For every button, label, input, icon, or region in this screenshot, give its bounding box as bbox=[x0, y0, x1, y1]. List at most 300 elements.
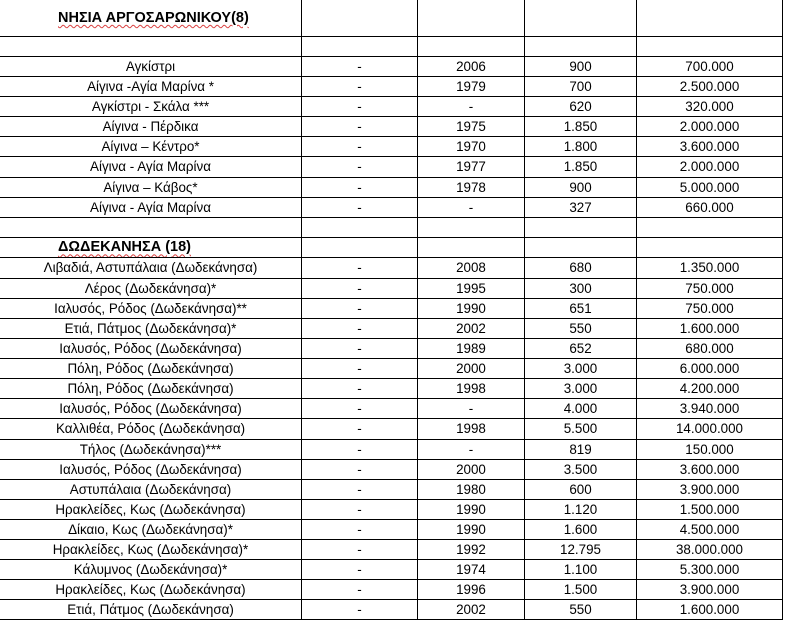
area-cell[interactable] bbox=[525, 258, 637, 279]
year-cell-text: 1980 bbox=[456, 481, 486, 497]
dash-cell[interactable] bbox=[302, 117, 418, 137]
area-cell[interactable] bbox=[525, 560, 637, 580]
table-row bbox=[0, 460, 786, 480]
area-cell-text: 1.850 bbox=[563, 159, 598, 175]
year-cell-text: - bbox=[468, 400, 474, 416]
area-cell-text: 1.500 bbox=[563, 581, 598, 597]
location-cell[interactable] bbox=[0, 137, 302, 157]
year-cell[interactable] bbox=[418, 379, 525, 399]
price-cell-text: 150.000 bbox=[685, 441, 734, 457]
price-cell-text: 6.000.000 bbox=[679, 360, 740, 376]
price-cell-text: 2.500.000 bbox=[679, 78, 740, 94]
table-row bbox=[0, 57, 786, 77]
area-cell-text: 819 bbox=[569, 441, 592, 457]
area-cell[interactable] bbox=[525, 137, 637, 157]
area-cell-text: 4.000 bbox=[563, 400, 598, 416]
location-cell[interactable] bbox=[0, 279, 302, 299]
year-cell[interactable] bbox=[418, 0, 525, 37]
price-cell-text: 3.600.000 bbox=[679, 138, 740, 154]
area-cell-text: 550 bbox=[569, 601, 592, 617]
dash-cell-text: - bbox=[357, 78, 362, 94]
price-cell-text: 2.000.000 bbox=[679, 159, 740, 175]
location-cell[interactable] bbox=[0, 198, 302, 218]
price-cell-text: 3.900.000 bbox=[679, 581, 740, 597]
area-cell[interactable] bbox=[525, 178, 637, 198]
year-cell[interactable] bbox=[418, 299, 525, 319]
location-cell[interactable] bbox=[0, 480, 302, 500]
dash-cell-text: - bbox=[357, 138, 362, 154]
price-cell-text: 4.200.000 bbox=[679, 380, 740, 396]
location-cell-text: Λέρος (Δωδεκάνησα)* bbox=[84, 280, 217, 296]
area-cell[interactable] bbox=[525, 0, 637, 37]
year-cell-text: 1998 bbox=[456, 421, 486, 437]
year-cell[interactable] bbox=[418, 97, 525, 117]
year-cell[interactable] bbox=[418, 500, 525, 520]
area-cell-text: 5.500 bbox=[563, 421, 598, 437]
price-cell[interactable] bbox=[637, 137, 783, 157]
year-cell-text: 2002 bbox=[456, 601, 486, 617]
table-row bbox=[0, 560, 786, 580]
location-cell[interactable] bbox=[0, 37, 302, 57]
dash-cell-text: - bbox=[357, 320, 362, 336]
dash-cell-text: - bbox=[357, 601, 362, 617]
year-cell[interactable] bbox=[418, 600, 525, 620]
dash-cell-text: - bbox=[357, 561, 362, 577]
area-cell-text: 3.000 bbox=[563, 360, 598, 376]
dash-cell-text: - bbox=[357, 199, 362, 215]
year-cell-text: - bbox=[468, 199, 474, 215]
table-row bbox=[0, 399, 786, 419]
price-cell-text: 5.300.000 bbox=[679, 561, 740, 577]
dash-cell[interactable] bbox=[302, 580, 418, 600]
section-header-row bbox=[0, 0, 786, 37]
location-cell[interactable] bbox=[0, 359, 302, 379]
location-cell-text: Ετιά, Πάτμος (Δωδεκάνησα) bbox=[67, 601, 234, 617]
dash-cell[interactable] bbox=[302, 379, 418, 399]
price-cell-text: 680.000 bbox=[685, 340, 734, 356]
year-cell-text: 1990 bbox=[456, 300, 486, 316]
location-cell[interactable] bbox=[0, 218, 302, 238]
location-cell-text: Αίγινα -Αγία Μαρίνα * bbox=[87, 78, 214, 94]
price-cell-text: 5.000.000 bbox=[679, 179, 740, 195]
area-cell[interactable] bbox=[525, 339, 637, 359]
location-cell-text: Ηρακλείδες, Κως (Δωδεκάνησα) bbox=[55, 581, 246, 597]
year-cell[interactable] bbox=[418, 440, 525, 460]
price-cell[interactable] bbox=[637, 218, 783, 238]
location-cell[interactable] bbox=[0, 600, 302, 620]
location-cell[interactable] bbox=[0, 419, 302, 440]
price-cell[interactable] bbox=[637, 198, 783, 218]
table-row bbox=[0, 117, 786, 137]
price-cell-text: 700.000 bbox=[685, 58, 734, 74]
dash-cell-text: - bbox=[357, 521, 362, 537]
table-row bbox=[0, 299, 786, 319]
area-cell-text: 700 bbox=[569, 78, 592, 94]
dash-cell-text: - bbox=[357, 481, 362, 497]
area-cell[interactable] bbox=[525, 117, 637, 137]
dash-cell-text: - bbox=[357, 159, 362, 175]
area-cell-text: 550 bbox=[569, 320, 592, 336]
price-cell[interactable] bbox=[637, 238, 783, 258]
area-cell-text: 3.000 bbox=[563, 380, 598, 396]
dash-cell[interactable] bbox=[302, 57, 418, 77]
price-cell-text: 320.000 bbox=[685, 98, 734, 114]
area-cell[interactable] bbox=[525, 520, 637, 540]
location-cell[interactable] bbox=[0, 117, 302, 137]
blank-row bbox=[0, 37, 786, 57]
year-cell-text: 1989 bbox=[456, 340, 486, 356]
location-cell-text: Ιαλυσός, Ρόδος (Δωδεκάνησα) bbox=[59, 340, 242, 356]
location-cell-text: Αίγινα - Πέρδικα bbox=[102, 118, 199, 134]
dash-cell-text: - bbox=[357, 300, 362, 316]
location-cell[interactable] bbox=[0, 520, 302, 540]
price-cell[interactable] bbox=[637, 379, 783, 399]
area-cell-text: 12.795 bbox=[560, 541, 601, 557]
location-cell[interactable] bbox=[0, 238, 302, 258]
dash-cell[interactable] bbox=[302, 319, 418, 339]
dash-cell[interactable] bbox=[302, 440, 418, 460]
year-cell[interactable] bbox=[418, 399, 525, 419]
year-cell[interactable] bbox=[418, 77, 525, 97]
dash-cell[interactable] bbox=[302, 560, 418, 580]
location-cell-text: Πόλη, Ρόδος (Δωδεκάνησα) bbox=[67, 380, 234, 396]
dash-cell[interactable] bbox=[302, 258, 418, 279]
dash-cell-text: - bbox=[357, 400, 362, 416]
location-cell-text: ΝΗΣΙΑ ΑΡΓΟΣΑΡΩΝΙΚΟΥ(8) bbox=[58, 9, 249, 26]
price-cell[interactable] bbox=[637, 460, 783, 480]
area-cell-text: 652 bbox=[569, 340, 592, 356]
table-row bbox=[0, 359, 786, 379]
area-cell-text: 900 bbox=[569, 179, 592, 195]
location-cell-text: Ηρακλείδες, Κως (Δωδεκάνησα)* bbox=[52, 541, 249, 557]
price-cell[interactable] bbox=[637, 279, 783, 299]
area-cell-text: 327 bbox=[569, 199, 592, 215]
dash-cell[interactable] bbox=[302, 218, 418, 238]
table-row bbox=[0, 500, 786, 520]
price-cell[interactable] bbox=[637, 57, 783, 77]
dash-cell[interactable] bbox=[302, 600, 418, 620]
location-cell[interactable] bbox=[0, 77, 302, 97]
dash-cell-text: - bbox=[357, 541, 362, 557]
year-cell-text: 1992 bbox=[456, 541, 486, 557]
price-cell[interactable] bbox=[637, 299, 783, 319]
location-cell[interactable] bbox=[0, 460, 302, 480]
price-cell[interactable] bbox=[637, 480, 783, 500]
location-cell[interactable] bbox=[0, 399, 302, 419]
dash-cell[interactable] bbox=[302, 520, 418, 540]
price-cell[interactable] bbox=[637, 319, 783, 339]
dash-cell[interactable] bbox=[302, 77, 418, 97]
area-cell-text: 1.600 bbox=[563, 521, 598, 537]
table-row bbox=[0, 480, 786, 500]
price-cell[interactable] bbox=[637, 520, 783, 540]
area-cell-text: 1.850 bbox=[563, 118, 598, 134]
dash-cell[interactable] bbox=[302, 37, 418, 57]
location-cell-text: Ιαλυσός, Ρόδος (Δωδεκάνησα) bbox=[59, 400, 242, 416]
dash-cell[interactable] bbox=[302, 299, 418, 319]
area-cell-text: 300 bbox=[569, 280, 592, 296]
price-cell-text: 3.900.000 bbox=[679, 481, 740, 497]
area-cell[interactable] bbox=[525, 37, 637, 57]
location-cell[interactable] bbox=[0, 299, 302, 319]
year-cell-text: 1970 bbox=[456, 138, 486, 154]
dash-cell-text: - bbox=[357, 380, 362, 396]
price-cell-text: 1.600.000 bbox=[679, 320, 740, 336]
area-cell[interactable] bbox=[525, 440, 637, 460]
dash-cell[interactable] bbox=[302, 137, 418, 157]
price-cell[interactable] bbox=[637, 97, 783, 117]
dash-cell[interactable] bbox=[302, 399, 418, 419]
year-cell-text: 1990 bbox=[456, 521, 486, 537]
year-cell-text: 1996 bbox=[456, 581, 486, 597]
price-cell-text: 1.600.000 bbox=[679, 601, 740, 617]
dash-cell[interactable] bbox=[302, 339, 418, 359]
location-cell-text: Ιαλυσός, Ρόδος (Δωδεκάνησα) bbox=[59, 461, 242, 477]
blank-row bbox=[0, 218, 786, 238]
year-cell[interactable] bbox=[418, 198, 525, 218]
area-cell[interactable] bbox=[525, 359, 637, 379]
location-cell[interactable] bbox=[0, 97, 302, 117]
area-cell-text: 600 bbox=[569, 481, 592, 497]
location-cell-text: Αίγινα – Κάβος* bbox=[103, 179, 198, 195]
area-cell[interactable] bbox=[525, 198, 637, 218]
price-cell[interactable] bbox=[637, 440, 783, 460]
dash-cell[interactable] bbox=[302, 419, 418, 440]
location-cell[interactable] bbox=[0, 440, 302, 460]
year-cell[interactable] bbox=[418, 520, 525, 540]
price-cell[interactable] bbox=[637, 500, 783, 520]
table-row bbox=[0, 419, 786, 440]
price-cell[interactable] bbox=[637, 540, 783, 560]
area-cell[interactable] bbox=[525, 460, 637, 480]
table-row bbox=[0, 520, 786, 540]
area-cell[interactable] bbox=[525, 540, 637, 560]
price-cell-text: 660.000 bbox=[685, 199, 734, 215]
price-cell[interactable] bbox=[637, 157, 783, 178]
price-cell-text: 750.000 bbox=[685, 300, 734, 316]
location-cell-text: Κάλυμνος (Δωδεκάνησα)* bbox=[73, 561, 228, 577]
dash-cell[interactable] bbox=[302, 359, 418, 379]
year-cell[interactable] bbox=[418, 117, 525, 137]
year-cell-text: 1995 bbox=[456, 280, 486, 296]
dash-cell-text: - bbox=[357, 581, 362, 597]
table-row bbox=[0, 600, 786, 620]
table-row bbox=[0, 540, 786, 560]
location-cell[interactable] bbox=[0, 540, 302, 560]
area-cell[interactable] bbox=[525, 77, 637, 97]
area-cell-text: 1.100 bbox=[563, 561, 598, 577]
location-cell-text: Ιαλυσός, Ρόδος (Δωδεκάνησα)** bbox=[54, 300, 247, 316]
price-cell-text: 1.350.000 bbox=[679, 260, 740, 276]
area-cell[interactable] bbox=[525, 419, 637, 440]
dash-cell-text: - bbox=[357, 118, 362, 134]
area-cell[interactable] bbox=[525, 399, 637, 419]
location-cell[interactable] bbox=[0, 0, 302, 37]
area-cell-text: 651 bbox=[569, 300, 592, 316]
year-cell[interactable] bbox=[418, 37, 525, 57]
dash-cell-text: - bbox=[357, 58, 362, 74]
price-cell-text: 3.600.000 bbox=[679, 461, 740, 477]
year-cell[interactable] bbox=[418, 339, 525, 359]
price-cell[interactable] bbox=[637, 0, 783, 37]
location-cell-text: Αστυπάλαια (Δωδεκάνησα) bbox=[69, 481, 232, 497]
location-cell[interactable] bbox=[0, 319, 302, 339]
year-cell-text: - bbox=[468, 441, 474, 457]
year-cell[interactable] bbox=[418, 359, 525, 379]
price-cell[interactable] bbox=[637, 339, 783, 359]
dash-cell[interactable] bbox=[302, 500, 418, 520]
area-cell[interactable] bbox=[525, 279, 637, 299]
dash-cell[interactable] bbox=[302, 0, 418, 37]
dash-cell-text: - bbox=[357, 421, 362, 437]
dash-cell[interactable] bbox=[302, 480, 418, 500]
dash-cell-text: - bbox=[357, 441, 362, 457]
location-cell-text: Αίγινα - Αγία Μαρίνα bbox=[90, 199, 211, 215]
dash-cell-text: - bbox=[357, 179, 362, 195]
year-cell-text: 2006 bbox=[456, 58, 486, 74]
year-cell[interactable] bbox=[418, 218, 525, 238]
area-cell[interactable] bbox=[525, 218, 637, 238]
dash-cell[interactable] bbox=[302, 238, 418, 258]
year-cell[interactable] bbox=[418, 419, 525, 440]
area-cell[interactable] bbox=[525, 97, 637, 117]
table-row bbox=[0, 97, 786, 117]
dash-cell[interactable] bbox=[302, 460, 418, 480]
location-cell-text: Ηρακλείδες, Κως (Δωδεκάνησα) bbox=[55, 501, 246, 517]
price-cell-text: 3.940.000 bbox=[679, 400, 740, 416]
area-cell[interactable] bbox=[525, 379, 637, 399]
location-cell[interactable] bbox=[0, 379, 302, 399]
price-cell-text: 14.000.000 bbox=[675, 421, 744, 437]
year-cell-text: 1978 bbox=[456, 179, 486, 195]
dash-cell-text: - bbox=[357, 280, 362, 296]
year-cell[interactable] bbox=[418, 540, 525, 560]
area-cell-text: 1.120 bbox=[563, 501, 598, 517]
year-cell-text: 2000 bbox=[456, 461, 486, 477]
year-cell-text: 1990 bbox=[456, 501, 486, 517]
year-cell[interactable] bbox=[418, 57, 525, 77]
location-cell-text: Αίγινα – Κέντρο* bbox=[101, 138, 200, 154]
table-row bbox=[0, 440, 786, 460]
price-cell[interactable] bbox=[637, 258, 783, 279]
location-cell-text: Αγκίστρι bbox=[125, 58, 176, 74]
year-cell-text: 2002 bbox=[456, 320, 486, 336]
dash-cell-text: - bbox=[357, 260, 362, 276]
price-cell[interactable] bbox=[637, 419, 783, 440]
location-cell-text: Καλλιθέα, Ρόδος (Δωδεκάνησα) bbox=[55, 421, 246, 437]
year-cell-text: 1975 bbox=[456, 118, 486, 134]
table-row bbox=[0, 339, 786, 359]
price-cell[interactable] bbox=[637, 359, 783, 379]
price-cell[interactable] bbox=[637, 560, 783, 580]
area-cell[interactable] bbox=[525, 600, 637, 620]
location-cell-text: Αίγινα - Αγία Μαρίνα bbox=[90, 159, 211, 175]
location-cell-text: Πόλη, Ρόδος (Δωδεκάνησα) bbox=[67, 360, 234, 376]
dash-cell[interactable] bbox=[302, 157, 418, 178]
price-cell-text: 1.500.000 bbox=[679, 501, 740, 517]
location-cell[interactable] bbox=[0, 258, 302, 279]
location-cell[interactable] bbox=[0, 157, 302, 178]
location-cell[interactable] bbox=[0, 580, 302, 600]
year-cell[interactable] bbox=[418, 460, 525, 480]
price-cell[interactable] bbox=[637, 399, 783, 419]
area-cell-text: 900 bbox=[569, 58, 592, 74]
table-row bbox=[0, 178, 786, 198]
year-cell-text: 2000 bbox=[456, 360, 486, 376]
area-cell[interactable] bbox=[525, 238, 637, 258]
dash-cell[interactable] bbox=[302, 540, 418, 560]
price-cell[interactable] bbox=[637, 77, 783, 97]
location-cell-text: Τήλος (Δωδεκάνησα)*** bbox=[79, 441, 222, 457]
location-cell[interactable] bbox=[0, 500, 302, 520]
dash-cell-text: - bbox=[357, 340, 362, 356]
price-cell-text: 750.000 bbox=[685, 280, 734, 296]
year-cell-text: 1998 bbox=[456, 380, 486, 396]
year-cell[interactable] bbox=[418, 319, 525, 339]
year-cell[interactable] bbox=[418, 157, 525, 178]
year-cell[interactable] bbox=[418, 137, 525, 157]
location-cell[interactable] bbox=[0, 339, 302, 359]
dash-cell[interactable] bbox=[302, 279, 418, 299]
area-cell[interactable] bbox=[525, 580, 637, 600]
year-cell-text: - bbox=[468, 98, 474, 114]
year-cell-text: 1974 bbox=[456, 561, 486, 577]
area-cell-text: 3.500 bbox=[563, 461, 598, 477]
year-cell-text: 1979 bbox=[456, 78, 486, 94]
year-cell[interactable] bbox=[418, 560, 525, 580]
area-cell[interactable] bbox=[525, 319, 637, 339]
location-cell-text: Λιβαδιά, Αστυπάλαια (Δωδεκάνησα) bbox=[43, 260, 258, 276]
price-cell[interactable] bbox=[637, 580, 783, 600]
area-cell[interactable] bbox=[525, 157, 637, 178]
location-cell[interactable] bbox=[0, 57, 302, 77]
dash-cell[interactable] bbox=[302, 178, 418, 198]
year-cell[interactable] bbox=[418, 238, 525, 258]
year-cell[interactable] bbox=[418, 279, 525, 299]
price-cell[interactable] bbox=[637, 600, 783, 620]
area-cell[interactable] bbox=[525, 500, 637, 520]
area-cell-text: 1.800 bbox=[563, 138, 598, 154]
table-row bbox=[0, 279, 786, 299]
area-cell[interactable] bbox=[525, 299, 637, 319]
location-cell[interactable] bbox=[0, 178, 302, 198]
table-row bbox=[0, 580, 786, 600]
price-cell-text: 2.000.000 bbox=[679, 118, 740, 134]
location-cell-text: Ετιά, Πάτμος (Δωδεκάνησα)* bbox=[64, 320, 237, 336]
dash-cell[interactable] bbox=[302, 198, 418, 218]
area-cell-text: 620 bbox=[569, 98, 592, 114]
price-cell[interactable] bbox=[637, 37, 783, 57]
year-cell[interactable] bbox=[418, 178, 525, 198]
location-cell-text: Αγκίστρι - Σκάλα *** bbox=[91, 98, 210, 114]
location-cell[interactable] bbox=[0, 560, 302, 580]
price-cell-text: 4.500.000 bbox=[679, 521, 740, 537]
dash-cell-text: - bbox=[357, 360, 362, 376]
table-row bbox=[0, 198, 786, 218]
dash-cell-text: - bbox=[357, 501, 362, 517]
location-cell-text: Δίκαιο, Κως (Δωδεκάνησα)* bbox=[68, 521, 233, 537]
price-cell[interactable] bbox=[637, 117, 783, 137]
year-cell-text: 2008 bbox=[456, 260, 486, 276]
year-cell[interactable] bbox=[418, 580, 525, 600]
year-cell[interactable] bbox=[418, 258, 525, 279]
price-cell[interactable] bbox=[637, 178, 783, 198]
table-row bbox=[0, 157, 786, 178]
year-cell[interactable] bbox=[418, 480, 525, 500]
area-cell[interactable] bbox=[525, 57, 637, 77]
area-cell[interactable] bbox=[525, 480, 637, 500]
dash-cell[interactable] bbox=[302, 97, 418, 117]
